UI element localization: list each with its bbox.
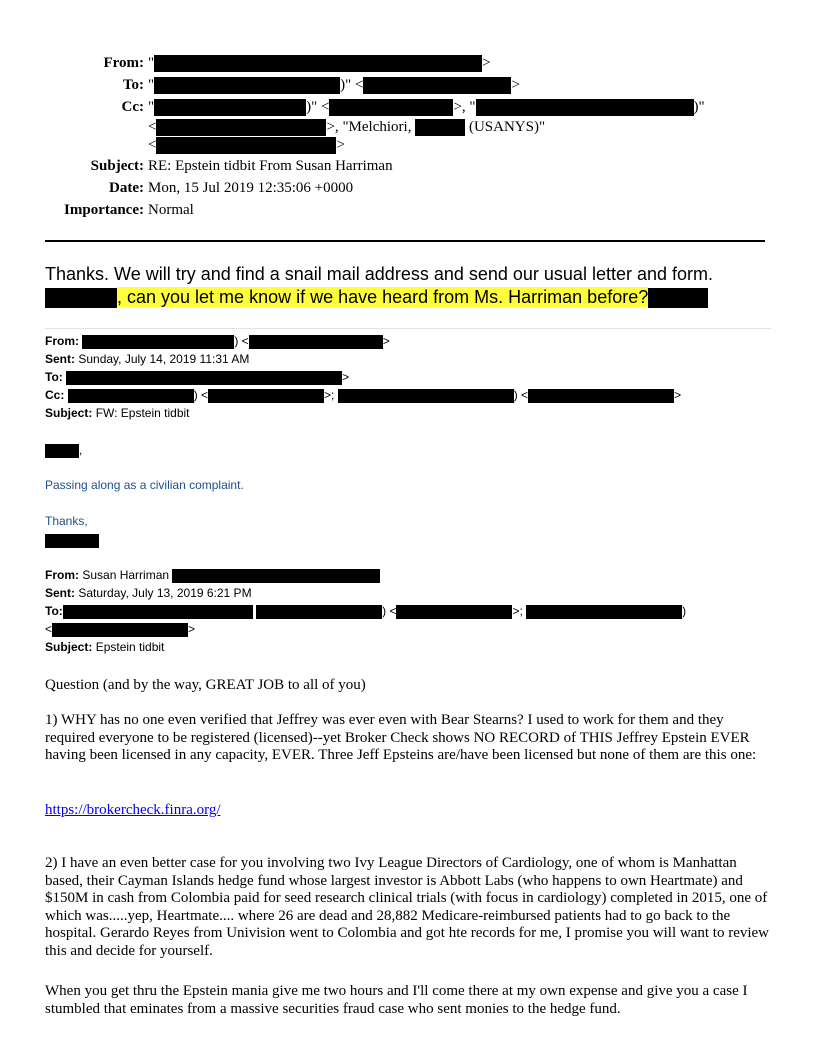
redaction: [154, 99, 306, 116]
cc-value-line1: " )" < >, " )": [148, 99, 705, 115]
redaction: [256, 605, 382, 619]
redaction: [154, 77, 340, 94]
cc-name: "Melchiori,: [342, 119, 412, 135]
fwd-signoff: Thanks,: [45, 514, 88, 528]
redaction: [415, 119, 465, 136]
redaction: [172, 569, 380, 583]
broker-check-link-wrap: [45, 802, 221, 820]
to-label: To:: [122, 77, 144, 93]
redaction: [208, 389, 324, 403]
redaction: [45, 288, 117, 308]
redaction: [476, 99, 694, 116]
fwd-sent-value: Sunday, July 14, 2019 11:31 AM: [78, 352, 250, 366]
redaction: [329, 99, 453, 116]
orig-paragraph-0: Question (and by the way, GREAT JOB to all of you): [45, 677, 366, 693]
fwd-signature: [45, 532, 99, 550]
orig-to-label: To:: [45, 604, 63, 618]
orig-subject-line: [45, 638, 164, 656]
fwd-body: Passing along as a civilian complaint.: [45, 478, 244, 492]
orig-to-line: To: ) < >; ): [45, 604, 687, 618]
redaction: [338, 389, 514, 403]
redaction: [648, 288, 708, 308]
importance-value: Normal: [148, 202, 194, 218]
orig-from-label: From:: [45, 568, 79, 582]
date-label: Date:: [109, 180, 144, 196]
cc-value-line3: < >: [148, 137, 345, 153]
fwd-from-line: From: ) < >: [45, 334, 390, 348]
orig-sent-value: Saturday, July 13, 2019 6:21 PM: [78, 586, 252, 600]
question-mark: ?: [638, 287, 649, 307]
to-value: " )" < >: [148, 77, 520, 93]
header-divider: [45, 240, 765, 242]
fwd-sent-label: Sent:: [45, 352, 75, 366]
redaction: [63, 605, 253, 619]
date-value: Mon, 15 Jul 2019 12:35:06 +0000: [148, 180, 354, 196]
orig-paragraph-3: When you get thru the Epstein mania give me two hours and I'll come there at my own expense and give you a case I stumbled that eminates from a massive securities fraud case who sent monies to the hedge fund.: [45, 983, 748, 1017]
from-label: From:: [103, 55, 144, 71]
reply-line-2: [45, 286, 708, 308]
fwd-subject-label: Subject:: [45, 406, 93, 420]
orig-sent-line: [45, 584, 252, 602]
from-value: " >: [148, 55, 491, 71]
highlighted-text: , can you let me know if we have heard from Ms. Harriman before: [117, 287, 639, 307]
subject-label: Subject:: [90, 158, 144, 174]
redaction: [45, 534, 99, 548]
redaction: [396, 605, 512, 619]
fwd-greeting: ,: [45, 441, 82, 459]
redaction: [52, 623, 188, 637]
orig-subject-label: Subject:: [45, 640, 93, 654]
redaction: [66, 371, 342, 385]
redaction: [154, 55, 482, 72]
reply-line-1: Thanks. We will try and find a snail mail address and send our usual letter and form.: [45, 264, 713, 284]
importance-label: Importance:: [64, 202, 144, 218]
fwd-to-label: To:: [45, 370, 63, 384]
fwd-subject-value: FW: Epstein tidbit: [95, 406, 190, 420]
orig-sent-label: Sent:: [45, 586, 75, 600]
cc-org: (USANYS)": [468, 119, 546, 135]
redaction: [45, 444, 79, 458]
redaction: [156, 137, 336, 154]
reply-separator: [45, 328, 771, 329]
redaction: [526, 605, 682, 619]
redaction: [363, 77, 511, 94]
subject-value: RE: Epstein tidbit From Susan Harriman: [148, 158, 393, 174]
broker-check-link[interactable]: https://brokercheck.finra.org/: [45, 802, 221, 818]
orig-paragraph-1: 1) WHY has no one even verified that Jeffrey was ever even with Bear Stearns? I used to work for them and they required everyone to be registered (licensed)--yet Broker Check shows NO RECORD of THIS Jeffrey Epstein EVER having been licensed in any capacity, EVER. Three Jeff Epsteins are/have been licensed but none of them are this one:: [45, 712, 757, 763]
cc-label: Cc:: [121, 99, 144, 115]
fwd-cc-label: Cc:: [45, 388, 65, 402]
fwd-sent-line: [45, 350, 249, 368]
orig-paragraph-2: 2) I have an even better case for you involving two Ivy League Directors of Cardiology, one of whom is Manhattan based, their Cayman Islands hedge fund whose largest investor is Abbott Labs (who happens to own Heartmate) and $150M in cash from Colombia paid for seed research clinical trials (with focus in cardiology) completed in 2015, one of which was.....yep, Heartmate.... where 26 are dead and 28,882 Medicare-reimbursed patients had to go back to the hospital. Gerardo Reyes from Univision went to Colombia and got hte records for me, I promise you will want to review this and decide for yourself.: [45, 855, 770, 959]
fwd-from-label: From:: [45, 334, 79, 348]
fwd-to-line: To: >: [45, 370, 350, 384]
fwd-cc-line: Cc: ) < >; ) < >: [45, 388, 682, 402]
orig-to-line-2: < >: [45, 622, 196, 636]
redaction: [68, 389, 194, 403]
redaction: [82, 335, 234, 349]
orig-from-line: [45, 566, 380, 584]
orig-subject-value: Epstein tidbit: [95, 640, 165, 654]
cc-value-line2: < >, "Melchiori, (USANYS)": [148, 119, 546, 135]
redaction: [249, 335, 383, 349]
fwd-subject-line: [45, 404, 190, 422]
orig-from-name: Susan Harriman: [82, 568, 170, 582]
redaction: [528, 389, 674, 403]
